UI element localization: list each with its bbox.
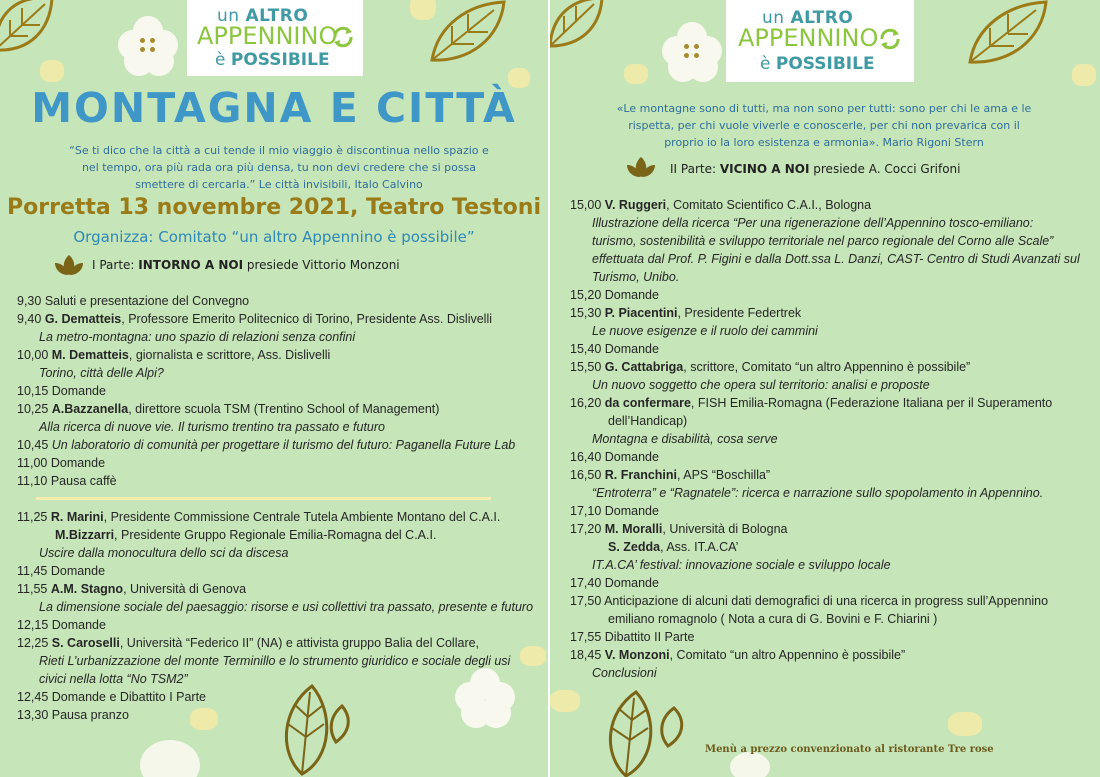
talk-title: Conclusioni xyxy=(592,666,657,680)
logo xyxy=(726,0,914,82)
speaker-name: da confermare xyxy=(604,396,691,410)
program-row xyxy=(570,232,1094,250)
program-text: , giornalista e scrittore, Ass. Dislivelli xyxy=(128,348,331,362)
program-row xyxy=(570,322,1094,340)
speaker-name: A.Bazzanella xyxy=(51,402,129,416)
speaker-name: M.Bizzarri xyxy=(55,528,115,542)
speaker-name: S. Caroselli xyxy=(51,636,120,650)
program-time: 10,00 xyxy=(17,348,49,362)
blob-decoration xyxy=(140,740,200,777)
program-time: 9,40 xyxy=(17,312,42,326)
blob-decoration xyxy=(550,690,580,712)
program-row xyxy=(17,364,542,382)
program-time: 18,45 xyxy=(570,648,602,662)
blob-decoration xyxy=(624,64,648,84)
talk-title: Turismo, Unibo. xyxy=(592,270,680,284)
program-row xyxy=(570,196,1094,214)
talk-title: Illustrazione della ricerca “Per una rigenerazione dell’Appennino tosco-emiliano: xyxy=(592,216,1034,230)
talk-title: civici nella lotta “No TSM2” xyxy=(39,672,188,686)
sprout-icon xyxy=(626,155,656,179)
program-row xyxy=(17,292,542,310)
session-chair: presiede A. Cocci Grifoni xyxy=(809,162,961,176)
program-row xyxy=(17,544,542,562)
talk-title: turismo, sostenibilità e sviluppo territoriale nel parco regionale del Corno alle Scale” xyxy=(592,234,1054,248)
session-name: INTORNO A NOI xyxy=(138,258,244,272)
program-time: 11,25 xyxy=(17,510,48,524)
program-row xyxy=(570,394,1094,412)
program-text: Domande xyxy=(50,564,106,578)
talk-title: Rieti L’urbanizzazione del monte Terminillo e lo strumento giuridico e sociale degli usi xyxy=(39,654,511,668)
organizer-line: Organizza: Comitato “un altro Appennino è possibile” xyxy=(73,228,475,246)
page-title: MONTAGNA E CITTÀ xyxy=(31,84,517,132)
program-time: 10,45 xyxy=(17,438,49,452)
talk-title: La metro-montagna: uno spazio di relazioni senza confini xyxy=(39,330,356,344)
event-heading: Porretta 13 novembre 2021, Teatro Testoni xyxy=(7,195,541,220)
speaker-name: R. Marini xyxy=(50,510,104,524)
program-time: 15,40 xyxy=(570,342,602,356)
program-row xyxy=(570,556,1094,574)
program-time: 11,10 xyxy=(17,474,48,488)
program-time: 16,20 xyxy=(570,396,602,410)
talk-title: Torino, città delle Alpi? xyxy=(39,366,164,380)
program-row xyxy=(570,376,1094,394)
program-text: , Comitato Scientifico C.A.I., Bologna xyxy=(666,198,872,212)
program-time: 17,20 xyxy=(570,522,602,536)
program-list-afternoon xyxy=(570,196,1094,682)
session-name: VICINO A NOI xyxy=(719,162,810,176)
program-row xyxy=(570,664,1094,682)
program-time: 17,50 xyxy=(570,594,602,608)
program-row xyxy=(17,418,542,436)
program-time: 13,30 xyxy=(17,708,49,722)
logo-line1: un ALTRO xyxy=(217,6,309,26)
blob-decoration xyxy=(190,708,218,730)
leaf-decoration-icon xyxy=(966,0,1050,68)
program-row xyxy=(570,574,1094,592)
speaker-name: M. Dematteis xyxy=(51,348,129,362)
program-text: Domande xyxy=(604,576,659,590)
program-time: 16,50 xyxy=(570,468,602,482)
program-text: , Presidente Commissione Centrale Tutela Ambiente Montano del C.A.I. xyxy=(103,510,501,524)
program-text: , Presidente Gruppo Regionale Emilia-Romagna del C.A.I. xyxy=(114,528,437,542)
speaker-name: A.M. Stagno xyxy=(50,582,124,596)
program-text: , APS “Boschilla” xyxy=(677,468,771,482)
program-row xyxy=(570,520,1094,538)
right-page xyxy=(550,0,1100,777)
program-row xyxy=(570,448,1094,466)
program-text: , Professore Emerito Politecnico di Torino, Presidente Ass. Dislivelli xyxy=(121,312,493,326)
program-time: 12,15 xyxy=(17,618,49,632)
speaker-name: V. Ruggeri xyxy=(604,198,667,212)
left-page xyxy=(0,0,548,777)
program-text: , FISH Emilia-Romagna (Federazione Italiana per il Superamento xyxy=(690,396,1053,410)
program-text: Saluti e presentazione del Convegno xyxy=(44,294,250,308)
session-prefix: II Parte: xyxy=(670,162,720,176)
section-divider xyxy=(36,497,491,500)
program-row xyxy=(570,592,1094,610)
program-time: 12,25 xyxy=(17,636,49,650)
quote-line: «Le montagne sono di tutti, ma non sono per tutti: sono per chi le ama e le xyxy=(616,102,1032,115)
program-time: 17,10 xyxy=(570,504,602,518)
program-text: , Comitato “un altro Appennino è possibile” xyxy=(669,648,906,662)
quote-line: proprio io la loro esistenza e armonia». Mario Rigoni Stern xyxy=(664,136,984,149)
logo-line2: APPENNINO xyxy=(738,24,879,52)
program-time: 15,30 xyxy=(570,306,602,320)
leaf-decoration-icon xyxy=(428,0,508,66)
talk-title: Uscire dalla monocultura dello sci da discesa xyxy=(39,546,289,560)
program-list-morning-1 xyxy=(17,292,542,490)
logo-line3: è POSSIBILE xyxy=(215,50,330,70)
program-time: 11,00 xyxy=(17,456,48,470)
program-row xyxy=(17,508,542,526)
program-row xyxy=(570,358,1094,376)
leaf-decoration-icon xyxy=(550,0,606,52)
flower-decoration-icon xyxy=(662,22,722,82)
session-prefix: I Parte: xyxy=(92,258,139,272)
program-text: emiliano romagnolo ( Nota a cura di G. Bovini e F. Chiarini ) xyxy=(608,612,938,626)
program-row xyxy=(570,484,1094,502)
program-time: 16,40 xyxy=(570,450,602,464)
quote-line: “Se ti dico che la città a cui tende il mio viaggio è discontinua nello spazio e xyxy=(69,144,489,157)
program-row xyxy=(17,382,542,400)
program-time: 17,40 xyxy=(570,576,602,590)
leaf-decoration-icon xyxy=(596,688,696,777)
program-text: , Università di Genova xyxy=(123,582,247,596)
program-row xyxy=(570,610,1094,628)
rigoni-stern-quote xyxy=(568,100,1080,151)
program-row xyxy=(570,214,1094,232)
program-text: Domande xyxy=(604,288,659,302)
program-row xyxy=(570,268,1094,286)
cycle-arrows-icon xyxy=(331,26,355,48)
session-chair: presiede Vittorio Monzoni xyxy=(243,258,400,272)
program-text: , Università “Federico II” (NA) e attivista gruppo Balia del Collare, xyxy=(119,636,480,650)
program-row xyxy=(17,598,542,616)
blob-decoration xyxy=(1072,64,1096,86)
program-text: Pausa caffè xyxy=(50,474,117,488)
program-time: 10,25 xyxy=(17,402,49,416)
footer-note: Menù a prezzo convenzionato al ristorante Tre rose xyxy=(705,744,994,755)
program-row xyxy=(570,304,1094,322)
talk-title: La dimensione sociale del paesaggio: risorse e usi collettivi tra passato, presente e futuro xyxy=(39,600,534,614)
program-time: 12,45 xyxy=(17,690,49,704)
logo xyxy=(187,0,363,76)
program-time: 17,55 xyxy=(570,630,602,644)
logo-line3: è POSSIBILE xyxy=(760,54,875,74)
talk-title: Un nuovo soggetto che opera sul territorio: analisi e proposte xyxy=(592,378,930,392)
program-time: 15,50 xyxy=(570,360,602,374)
session-heading xyxy=(92,258,400,272)
program-row xyxy=(17,328,542,346)
program-time: 11,55 xyxy=(17,582,48,596)
flower-decoration-icon xyxy=(455,668,515,728)
session-heading xyxy=(670,162,960,176)
program-row xyxy=(570,340,1094,358)
talk-title: Un laboratorio di comunità per progettare il turismo del futuro: Paganella Future Lab xyxy=(51,438,516,452)
flower-decoration-icon xyxy=(118,16,178,76)
program-row xyxy=(17,580,542,598)
talk-title: IT.A.CA’ festival: innovazione sociale e sviluppo locale xyxy=(592,558,891,572)
talk-title: effettuata dal Prof. P. Figini e dalla Dott.ssa L. Danzi, CAST- Centro di Studi Avanzati sul xyxy=(592,252,1080,266)
program-row xyxy=(17,562,542,580)
talk-title: Montagna e disabilità, cosa serve xyxy=(592,432,778,446)
speaker-name: V. Monzoni xyxy=(604,648,670,662)
speaker-name: R. Franchini xyxy=(604,468,677,482)
program-text: Domande xyxy=(604,342,659,356)
program-text: , Università di Bologna xyxy=(662,522,788,536)
program-time: 11,45 xyxy=(17,564,48,578)
program-text: dell’Handicap) xyxy=(608,414,688,428)
program-text: Domande xyxy=(604,504,659,518)
program-row xyxy=(17,436,542,454)
program-row xyxy=(17,472,542,490)
quote-line: rispetta, per chi vuole viverle e conoscerle, per chi non prevarica con il xyxy=(628,119,1020,132)
program-row xyxy=(570,466,1094,484)
blob-decoration xyxy=(730,752,770,777)
program-text: Domande xyxy=(50,456,106,470)
program-row xyxy=(17,526,542,544)
program-row xyxy=(570,538,1094,556)
program-text: Pausa pranzo xyxy=(51,708,129,722)
quote-line: nel tempo, ora più rada ora più densa, tu non devi credere che si possa xyxy=(81,161,477,174)
sprout-icon xyxy=(54,253,84,277)
program-time: 9,30 xyxy=(17,294,42,308)
blob-decoration xyxy=(948,712,982,736)
program-time: 10,15 xyxy=(17,384,49,398)
program-row xyxy=(570,412,1094,430)
program-row xyxy=(17,634,542,652)
program-text: , Ass. IT.A.CA’ xyxy=(660,540,739,554)
talk-title: Alla ricerca di nuove vie. Il turismo trentino tra passato e futuro xyxy=(39,420,385,434)
speaker-name: G. Dematteis xyxy=(44,312,122,326)
logo-line1: un ALTRO xyxy=(762,8,854,28)
program-text: Domande xyxy=(604,450,659,464)
speaker-name: P. Piacentini xyxy=(604,306,678,320)
program-row xyxy=(570,430,1094,448)
cycle-arrows-icon xyxy=(878,28,902,50)
program-time: 15,20 xyxy=(570,288,602,302)
program-text: Domande xyxy=(51,384,106,398)
program-text: Domande xyxy=(51,618,106,632)
program-row xyxy=(17,400,542,418)
program-row xyxy=(570,646,1094,664)
program-row xyxy=(570,628,1094,646)
talk-title: “Entroterra” e “Ragnatele”: ricerca e narrazione sullo spopolamento in Appennino. xyxy=(592,486,1044,500)
program-text: , scrittore, Comitato “un altro Appennino è possibile” xyxy=(683,360,971,374)
program-text: , direttore scuola TSM (Trentino School of Management) xyxy=(128,402,440,416)
talk-title: Le nuove esigenze e il ruolo dei cammini xyxy=(592,324,818,338)
speaker-name: S. Zedda xyxy=(608,540,661,554)
program-text: Dibattito II Parte xyxy=(604,630,695,644)
program-row xyxy=(17,454,542,472)
speaker-name: G. Cattabriga xyxy=(604,360,684,374)
blob-decoration xyxy=(40,60,64,82)
program-row xyxy=(570,502,1094,520)
program-row xyxy=(17,346,542,364)
program-row xyxy=(570,286,1094,304)
program-row xyxy=(17,616,542,634)
program-row xyxy=(570,250,1094,268)
logo-line2: APPENNINO xyxy=(197,22,338,50)
leaf-decoration-icon xyxy=(272,682,362,777)
quote-line: smettere di cercarla.” Le città invisibili, Italo Calvino xyxy=(135,178,423,191)
program-text: Anticipazione di alcuni dati demografici di una ricerca in progress sull’Appennino xyxy=(604,594,1049,608)
program-text: Domande e Dibattito I Parte xyxy=(51,690,207,704)
leaf-decoration-icon xyxy=(0,0,60,60)
blob-decoration xyxy=(520,646,546,666)
speaker-name: M. Moralli xyxy=(604,522,663,536)
program-time: 15,00 xyxy=(570,198,602,212)
calvino-quote xyxy=(24,142,534,193)
program-text: , Presidente Federtrek xyxy=(677,306,802,320)
program-row xyxy=(17,310,542,328)
blob-decoration xyxy=(410,0,436,20)
